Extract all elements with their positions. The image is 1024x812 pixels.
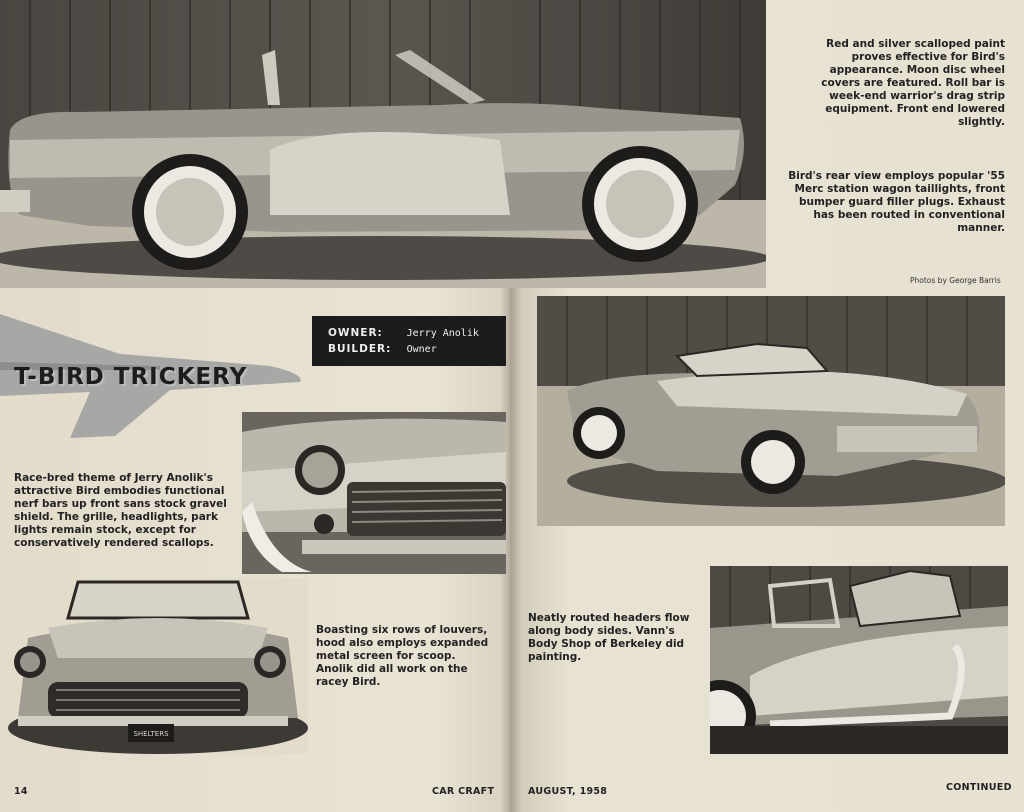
caption-louvers: Boasting six rows of louvers, hood also employs expanded metal screen for scoop. Anolik did all work on the racey Bird. [316,624,489,688]
magazine-name: CAR CRAFT [432,786,495,797]
caption-headers: Neatly routed headers flow along body sides. Vann's Body Shop of Berkeley did painting. [528,612,690,663]
photo-front-view [8,578,308,754]
owner-builder-box [312,316,506,366]
issue-date: AUGUST, 1958 [528,786,608,797]
license-plate-text: SHELTERS [133,730,169,738]
page-number: 14 [14,786,28,797]
photo-side-view [0,0,766,288]
caption-paint: Red and silver scalloped paint proves effective for Bird's appearance. Moon disc wheel covers are featured. Roll bar is week-end warrior's drag strip equipment. Front end lowered slightly. [821,38,1005,128]
caption-rear-view: Bird's rear view employs popular '55 Merc station wagon taillights, front bumper guard filler plugs. Exhaust has been routed in conventional manner. [788,170,1005,234]
continued-label: CONTINUED [946,782,1012,793]
owner-value: Jerry Anolik [406,328,479,339]
photo-headers [710,566,1008,754]
builder-label: BUILDER: [328,343,392,355]
photo-credit: Photos by George Barris [910,276,1001,285]
caption-race-bred: Race-bred theme of Jerry Anolik's attractive Bird embodies functional nerf bars up front sans stock gravel shield. The grille, headlights, park lights remain stock, except for conservatively rendered scallops. [14,472,227,549]
photo-front-closeup [242,412,506,574]
photo-rear-view [537,296,1005,526]
owner-label: OWNER: [328,327,383,339]
builder-value: Owner [406,344,437,355]
article-title: T-BIRD TRICKERY [14,364,248,390]
